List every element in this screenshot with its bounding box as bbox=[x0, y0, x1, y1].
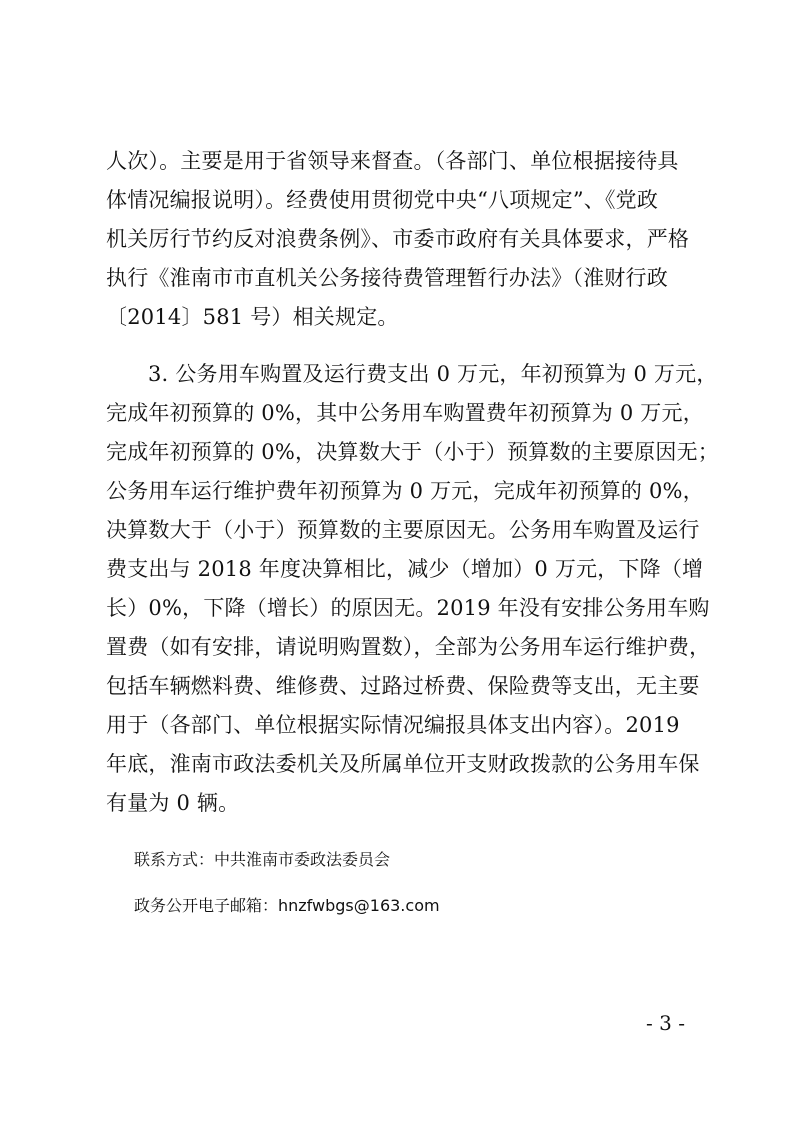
paragraph-1-line-5: 〔2014〕581 号）相关规定。 bbox=[106, 305, 399, 329]
paragraph-2-line-1: 3. 公务用车购置及运行费支出 0 万元，年初预算为 0 万元， bbox=[148, 362, 718, 386]
paragraph-2-line-9: 包括车辆燃料费、维修费、过路过桥费、保险费等支出，无主要 bbox=[106, 674, 700, 698]
paragraph-1-line-4: 执行《淮南市市直机关公务接待费管理暂行办法》（淮财行政 bbox=[106, 266, 668, 290]
paragraph-2-line-6: 费支出与 2018 年度决算相比，减少（增加）0 万元，下降（增 bbox=[106, 557, 704, 581]
paragraph-2-line-11: 年底，淮南市政法委机关及所属单位开支财政拨款的公务用车保 bbox=[106, 752, 700, 776]
paragraph-1-line-1: 人次）。主要是用于省领导来督查。（各部门、单位根据接待具 bbox=[106, 149, 679, 173]
paragraph-2-line-10: 用于（各部门、单位根据实际情况编报具体支出内容）。2019 bbox=[106, 713, 680, 737]
paragraph-1-line-3: 机关厉行节约反对浪费条例》、市委市政府有关具体要求，严格 bbox=[106, 227, 690, 251]
paragraph-2-line-12: 有量为 0 辆。 bbox=[106, 791, 240, 815]
page-number: - 3 - bbox=[646, 1011, 685, 1035]
paragraph-2-line-2: 完成年初预算的 0%，其中公务用车购置费年初预算为 0 万元， bbox=[106, 401, 704, 425]
contact-info: 联系方式：中共淮南市委政法委员会 bbox=[134, 850, 391, 869]
paragraph-2-line-3: 完成年初预算的 0%，决算数大于（小于）预算数的主要原因无； bbox=[106, 440, 719, 464]
paragraph-1-line-2: 体情况编报说明）。经费使用贯彻党中央“八项规定”、《党政 bbox=[106, 188, 659, 212]
paragraph-2-line-5: 决算数大于（小于）预算数的主要原因无。公务用车购置及运行 bbox=[106, 518, 700, 542]
paragraph-2-line-8: 置费（如有安排，请说明购置数），全部为公务用车运行维护费， bbox=[106, 635, 711, 659]
paragraph-2-line-4: 公务用车运行维护费年初预算为 0 万元，完成年初预算的 0%， bbox=[106, 479, 704, 503]
public-email: 政务公开电子邮箱：hnzfwbgs@163.com bbox=[134, 896, 440, 915]
paragraph-2-line-7: 长）0%，下降（增长）的原因无。2019 年没有安排公务用车购 bbox=[106, 596, 710, 620]
